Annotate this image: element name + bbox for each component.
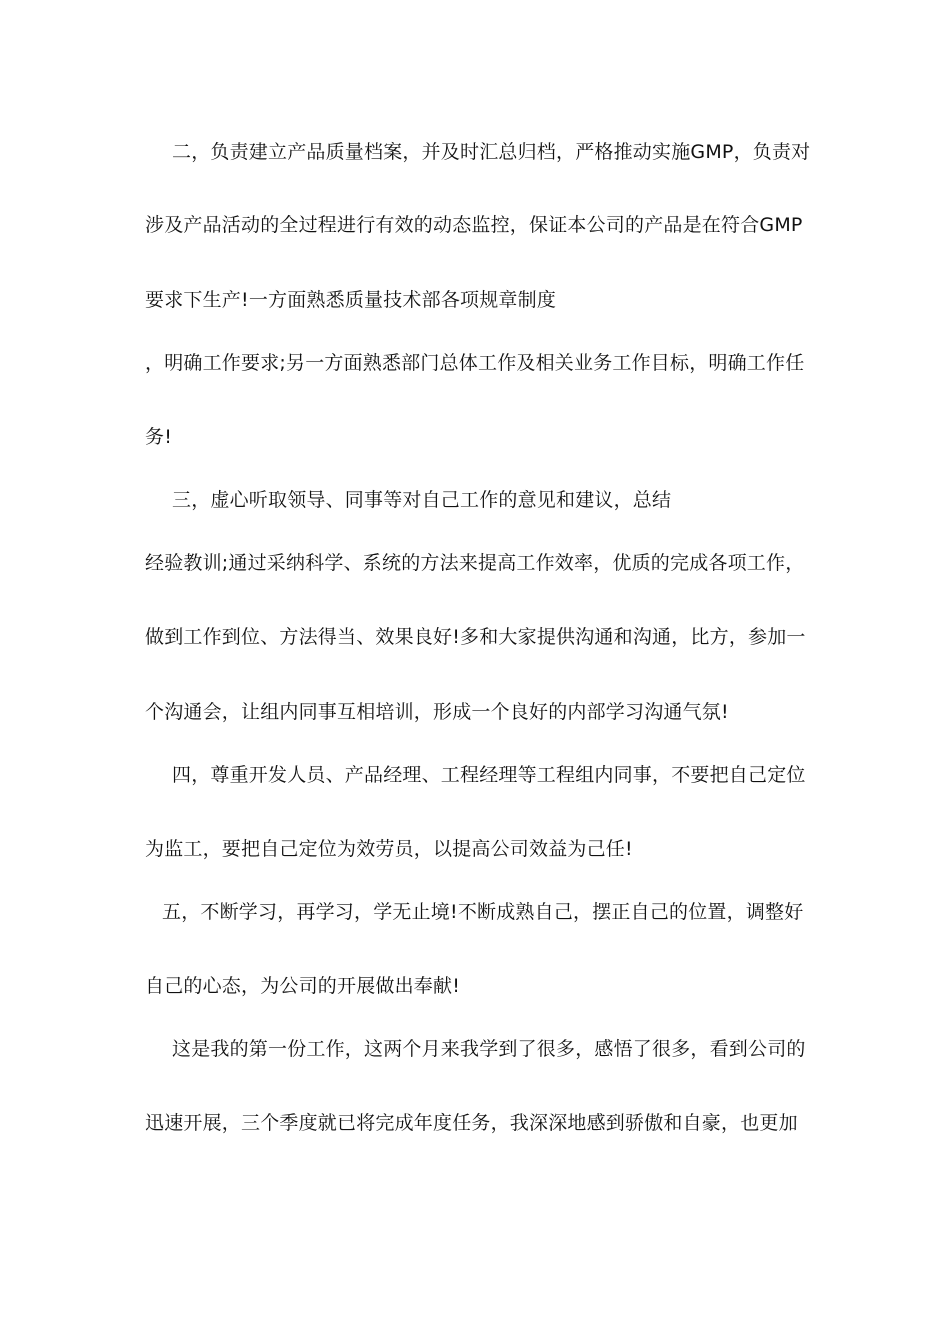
paragraph-line: 个沟通会，让组内同事互相培训，形成一个良好的内部学习沟通气氛! bbox=[145, 701, 729, 723]
paragraph-line: 做到工作到位、方法得当、效果良好!多和大家提供沟通和沟通，比方，参加一 bbox=[145, 626, 806, 648]
paragraph-line: 务! bbox=[145, 426, 173, 448]
paragraph-line: 经验教训;通过采纳科学、系统的方法来提高工作效率，优质的完成各项工作， bbox=[145, 552, 805, 574]
paragraph-line: 这是我的第一份工作，这两个月来我学到了很多，感悟了很多，看到公司的 bbox=[172, 1038, 806, 1060]
paragraph-line: 为监工，要把自己定位为效劳员，以提高公司效益为己任! bbox=[145, 838, 633, 860]
paragraph-line: 五，不断学习，再学习，学无止境!不断成熟自己，摆正自己的位置，调整好 bbox=[162, 901, 804, 923]
paragraph-line: 四，尊重开发人员、产品经理、工程经理等工程组内同事，不要把自己定位 bbox=[172, 764, 806, 786]
paragraph-line: 三，虚心听取领导、同事等对自己工作的意见和建议，总结 bbox=[172, 489, 672, 511]
paragraph-line: ，明确工作要求;另一方面熟悉部门总体工作及相关业务工作目标，明确工作任 bbox=[145, 352, 805, 374]
paragraph-line: 涉及产品活动的全过程进行有效的动态监控，保证本公司的产品是在符合GMP bbox=[145, 214, 803, 236]
paragraph-line: 二，负责建立产品质量档案，并及时汇总归档，严格推动实施GMP，负责对 bbox=[172, 141, 811, 163]
paragraph-line: 自己的心态，为公司的开展做出奉献! bbox=[145, 975, 461, 997]
paragraph-line: 要求下生产!一方面熟悉质量技术部各项规章制度 bbox=[145, 289, 557, 311]
paragraph-line: 迅速开展，三个季度就已将完成年度任务，我深深地感到骄傲和自豪，也更加 bbox=[145, 1112, 798, 1134]
